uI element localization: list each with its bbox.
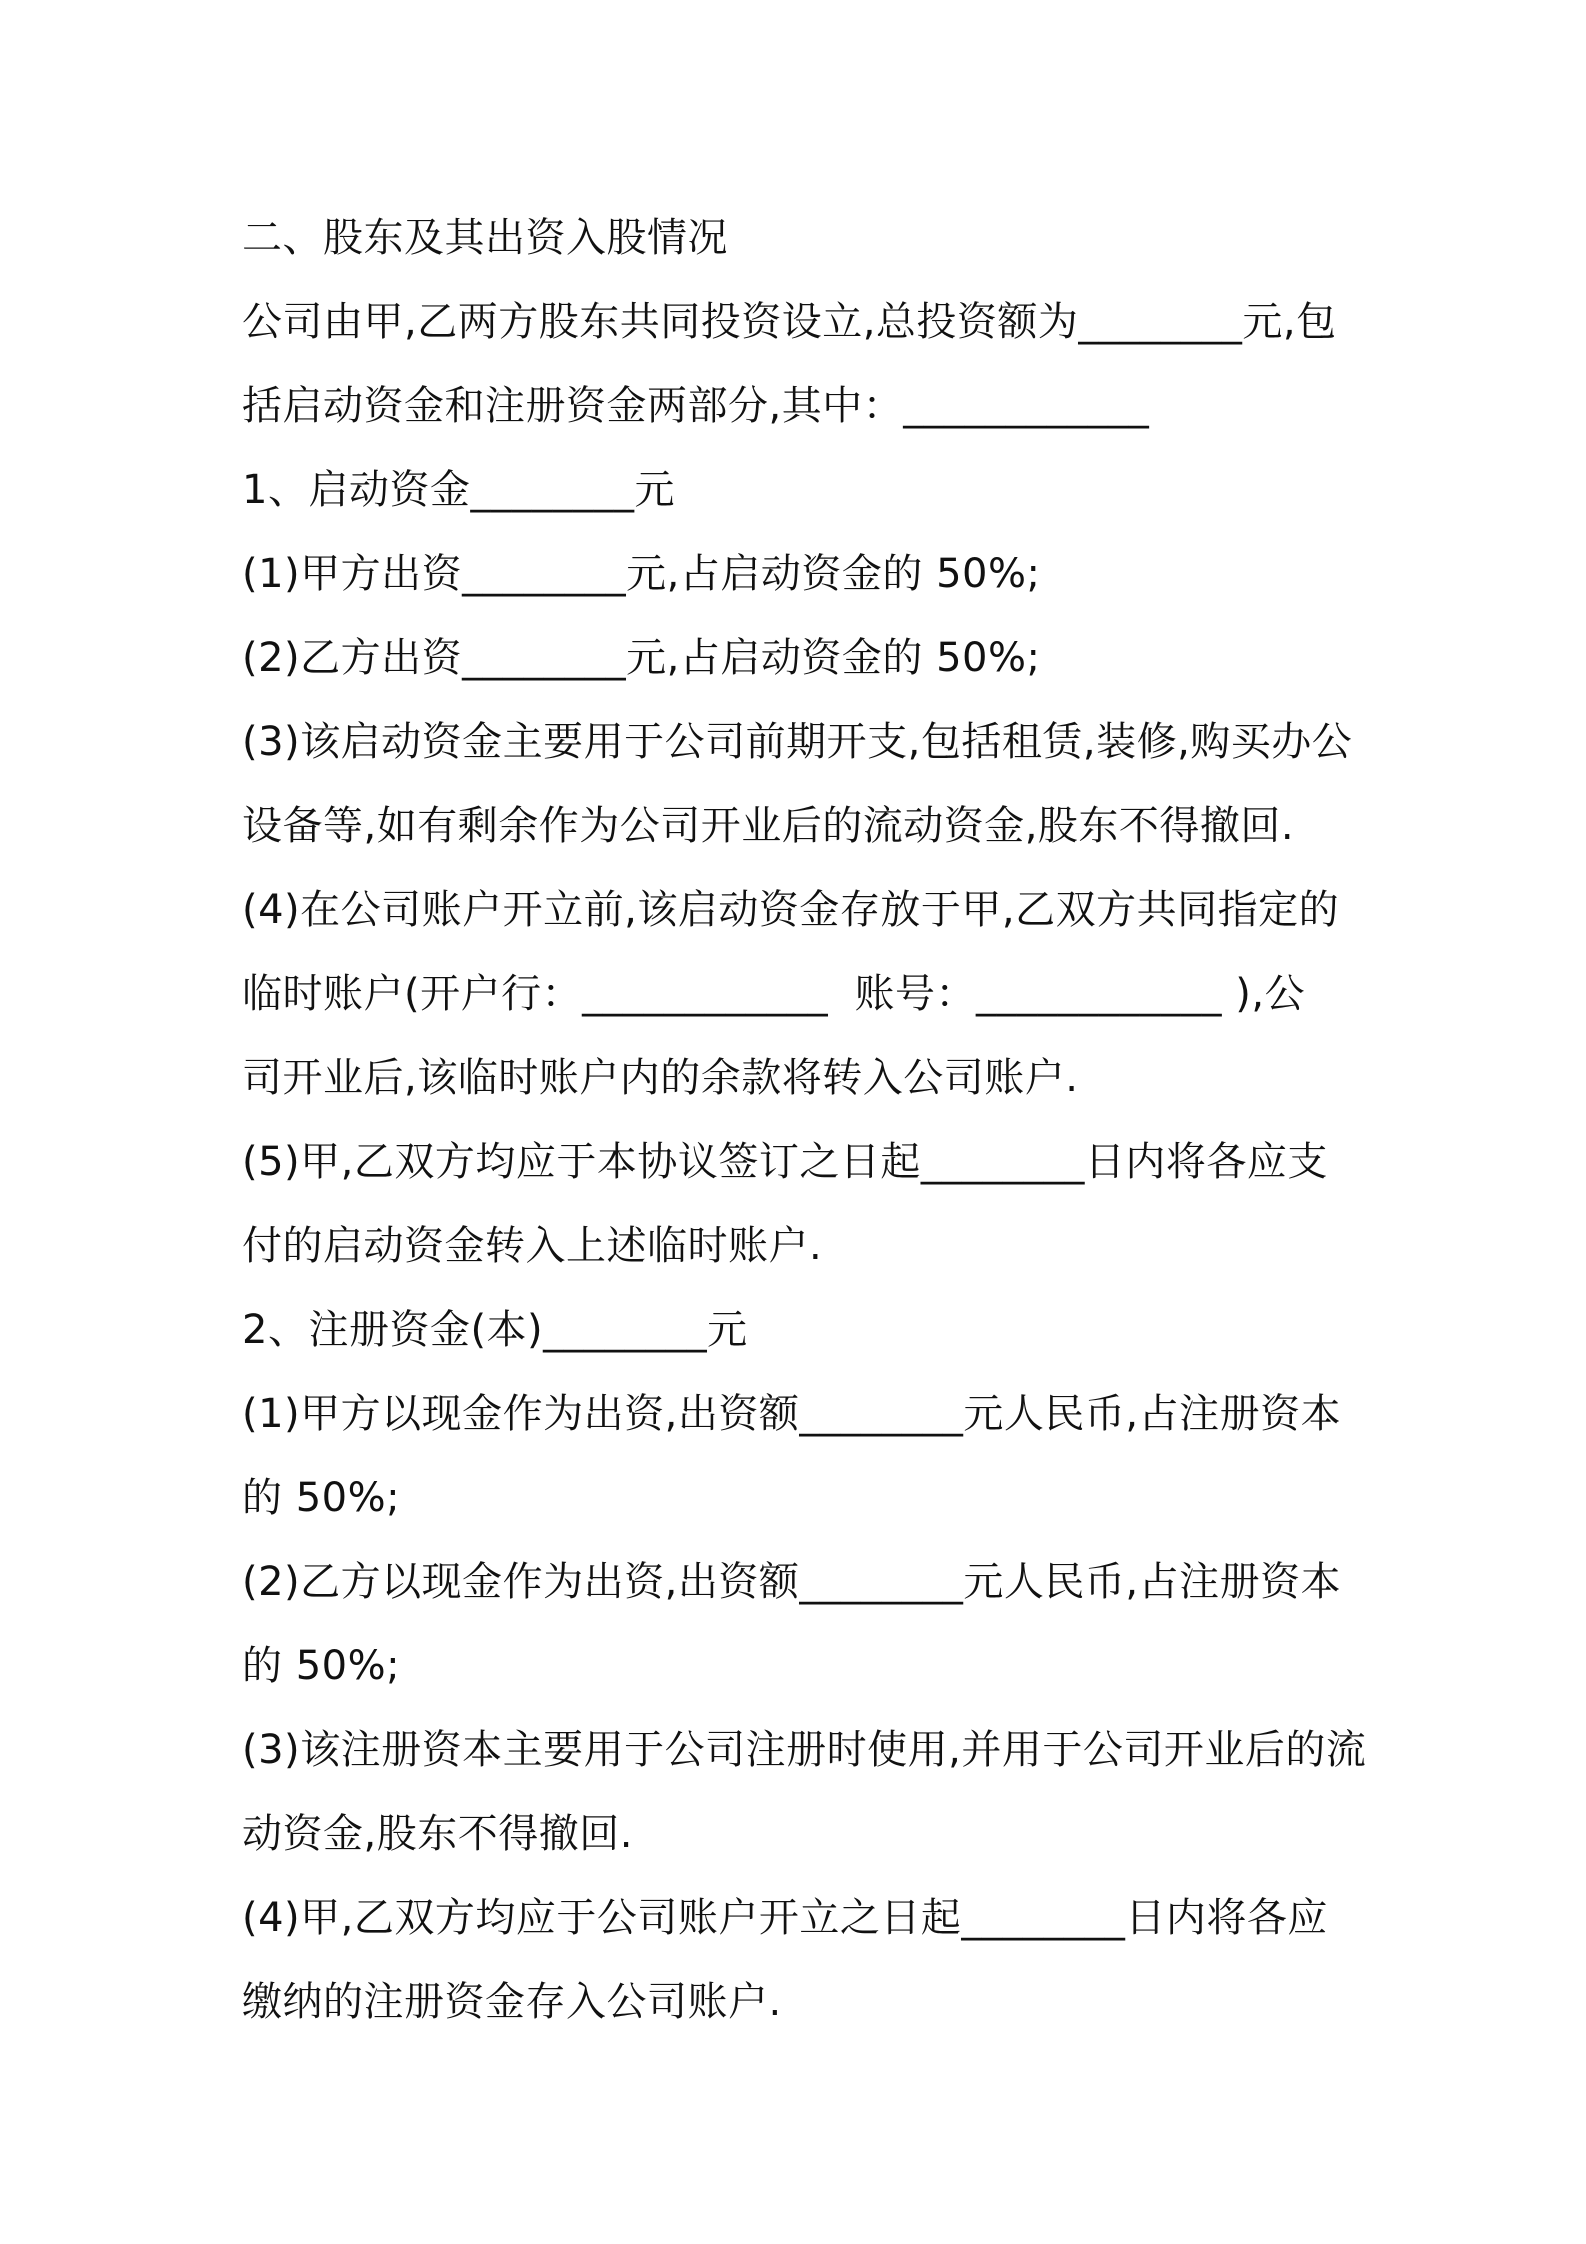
paragraph-line: 公司由甲,乙两方股东共同投资设立,总投资额为________元,包: [242, 299, 1337, 345]
paragraph-line: (3)该启动资金主要用于公司前期开支,包括租赁,装修,购买办公: [242, 719, 1353, 765]
paragraph-line: (1)甲方以现金作为出资,出资额________元人民币,占注册资本: [242, 1391, 1342, 1437]
document-body: [242, 196, 1367, 2044]
paragraph-line: 付的启动资金转入上述临时账户.: [242, 1223, 823, 1269]
paragraph-line: (4)在公司账户开立前,该启动资金存放于甲,乙双方共同指定的: [242, 887, 1340, 933]
paragraph-line: 的 50%;: [242, 1475, 401, 1521]
paragraph-line: (1)甲方出资________元,占启动资金的 50%;: [242, 551, 1041, 597]
section-heading: 二、股东及其出资入股情况: [242, 215, 728, 261]
paragraph-line: 临时账户(开户行：____________ 账号：____________ ),公: [242, 971, 1306, 1017]
paragraph-line: 括启动资金和注册资金两部分,其中：____________: [242, 383, 1150, 429]
paragraph-line: 动资金,股东不得撤回.: [242, 1811, 633, 1857]
paragraph-line: 司开业后,该临时账户内的余款将转入公司账户.: [242, 1055, 1079, 1101]
paragraph-line: 的 50%;: [242, 1643, 401, 1689]
subsection-heading: 2、注册资金(本)________元: [242, 1307, 748, 1353]
paragraph-line: 缴纳的注册资金存入公司账户.: [242, 1979, 782, 2025]
subsection-heading: 1、启动资金________元: [242, 467, 675, 513]
paragraph-line: 设备等,如有剩余作为公司开业后的流动资金,股东不得撤回.: [242, 803, 1295, 849]
paragraph-line: (3)该注册资本主要用于公司注册时使用,并用于公司开业后的流: [242, 1727, 1367, 1773]
paragraph-line: (2)乙方以现金作为出资,出资额________元人民币,占注册资本: [242, 1559, 1342, 1605]
paragraph-line: (5)甲,乙双方均应于本协议签订之日起________日内将各应支: [242, 1139, 1328, 1185]
paragraph-line: (4)甲,乙双方均应于公司账户开立之日起________日内将各应: [242, 1895, 1328, 1941]
paragraph-line: (2)乙方出资________元,占启动资金的 50%;: [242, 635, 1041, 681]
